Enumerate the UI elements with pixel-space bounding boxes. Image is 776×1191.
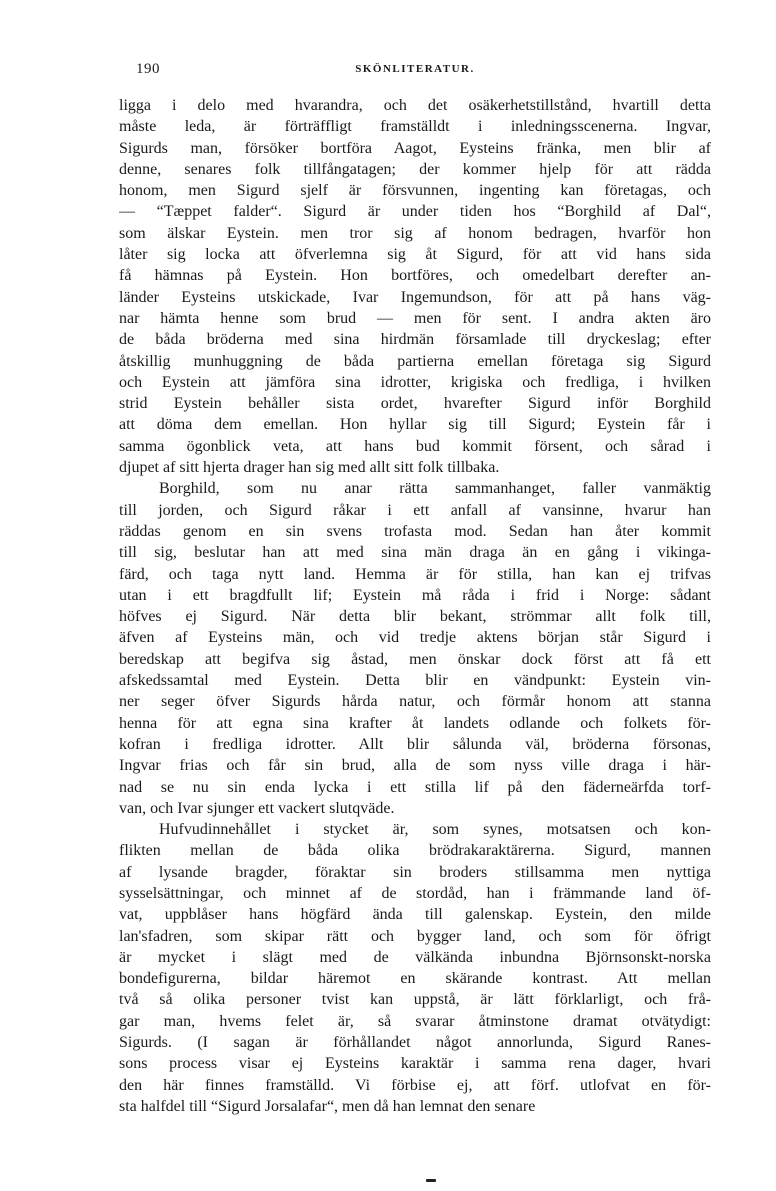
text-line: räddas genom en sin svens trofasta mod. Sedan han åter kommit — [119, 522, 711, 540]
text-line: Sigurds. (I sagan är förhållandet något annorlunda, Sigurd Ranes- — [119, 1034, 711, 1052]
text-line: lan'sfadren, som skipar rätt och bygger land, och som för öfrigt — [119, 927, 711, 945]
text-line: nar hämta henne som brud — men för sent. I andra akten äro — [119, 309, 711, 327]
text-line: den här finnes framställd. Vi förbise ej, att förf. utlofvat en för- — [119, 1076, 711, 1094]
text-line: afskedssamtal med Eystein. Detta blir en vändpunkt: Eystein vin- — [119, 672, 711, 690]
text-line: ligga i delo med hvarandra, och det osäkerhetstillstånd, hvartill detta — [119, 97, 711, 114]
text-line: äfven af Eysteins män, och vid tredje aktens början står Sigurd i — [119, 629, 711, 647]
text-line: af lysande bragder, föraktar sin broders stillsamma men nyttiga — [119, 863, 711, 881]
page-number: 190 — [136, 61, 160, 77]
text-line: flikten mellan de båda olika brödrakaraktärerna. Sigurd, mannen — [119, 842, 711, 860]
text-line: Ingvar frias och får sin brud, alla de som nyss ville draga i här- — [119, 757, 711, 775]
text-line: att döma dem emellan. Hon hyllar sig till Sigurd; Eystein får i — [119, 416, 711, 434]
text-line: till jorden, och Sigurd råkar i ett anfall af vansinne, hvarur han — [119, 501, 711, 519]
text-line: Hufvudinnehållet i stycket är, som synes, motsatsen och kon- — [159, 821, 711, 839]
text-line: nad se nu sin enda lycka i ett stilla lif på den fäderneärfda torf- — [119, 778, 711, 796]
text-line: honom, men Sigurd sjelf är försvunnen, ingenting kan företagas, och — [119, 182, 711, 200]
running-title: SKÖNLITERATUR. — [355, 63, 475, 75]
text-line: måste leda, är förträffligt framställdt i inledningsscenerna. Ingvar, — [119, 118, 711, 136]
text-line: och Eystein att jämföra sina idrotter, krigiska och fredliga, i hvilken — [119, 373, 711, 391]
text-line: strid Eystein behåller sista ordet, hvarefter Sigurd inför Borghild — [119, 395, 711, 413]
text-line: är mycket i slägt med de välkända inbundna Björnsonskt-norska — [119, 948, 711, 966]
text-line: sysselsättningar, och minnet af de stordåd, han i främmande land öf- — [119, 884, 711, 902]
text-line: van, och Ivar sjunger ett vackert slutqväde. — [119, 799, 395, 817]
text-line: sta halfdel till “Sigurd Jorsalafar“, men då han lemnat den senare — [119, 1097, 536, 1115]
body-text — [119, 95, 711, 1117]
text-line: ner seger öfver Sigurds hårda natur, och förmår honom att stanna — [119, 693, 711, 711]
text-line: kofran i fredliga idrotter. Allt blir sålunda väl, bröderna försonas, — [119, 735, 711, 753]
text-line: Borghild, som nu anar rätta sammanhanget, faller vanmäktig — [159, 480, 711, 498]
text-line: bondefigurerna, bildar häremot en skärande kontrast. Att mellan — [119, 970, 711, 988]
text-line: Sigurds man, försöker bortföra Aagot, Eysteins fränka, men blir af — [119, 139, 711, 157]
printer-mark — [426, 1179, 436, 1182]
text-line: till sig, beslutar han att med sina män draga än en gång i vikinga- — [119, 544, 711, 562]
text-line: djupet af sitt hjerta drager han sig med allt sitt folk tillbaka. — [119, 459, 500, 477]
text-line: länder Eysteins utskickade, Ivar Ingemundson, för att på hans väg- — [119, 288, 711, 306]
text-line: låter sig locka att öfverlemna sig åt Sigurd, för att vid hans sida — [119, 246, 711, 264]
text-line: denne, senares folk tillfångatagen; der kommer hjelp för att rädda — [119, 160, 711, 178]
text-line: få hämnas på Eystein. Hon bortföres, och omedelbart derefter an- — [119, 267, 711, 285]
text-line: de båda bröderna med sina hirdmän församlade till dryckeslag; efter — [119, 331, 711, 349]
text-line: gar man, hvems felet är, så svarar åtminstone dramat otvätydigt: — [119, 1012, 711, 1030]
text-line: sons process visar ej Eysteins karaktär i samma rena dager, hvari — [119, 1055, 711, 1073]
text-line: två så olika personer tvist kan uppstå, är lätt förklarligt, och frå- — [119, 991, 711, 1009]
text-line: beredskap att begifva sig åstad, men önskar dock först att få ett — [119, 650, 711, 668]
text-line: henna för att egna sina krafter åt landets odlande och folkets för- — [119, 714, 711, 732]
text-line: samma ögonblick veta, att hans bud kommit försent, och sårad i — [119, 437, 711, 455]
running-head — [120, 61, 710, 83]
text-line: höfves ej Sigurd. När detta blir bekant, strömmar allt folk till, — [119, 608, 711, 626]
text-line: vat, uppblåser hans högfärd ända till galenskap. Eystein, den milde — [119, 906, 711, 924]
text-line: färd, och taga nytt land. Hemma är för stilla, han kan ej trifvas — [119, 565, 711, 583]
text-line: som älskar Eystein. men tror sig af honom bedragen, hvarför hon — [119, 224, 711, 242]
text-line: åtskillig munhuggning de båda partierna emellan företaga sig Sigurd — [119, 352, 711, 370]
text-line: — “Tæppet falder“. Sigurd är under tiden hos “Borghild af Dal“, — [119, 203, 711, 221]
text-line: utan i ett bragdfullt lif; Eystein må råda i frid i Norge: sådant — [119, 586, 711, 604]
